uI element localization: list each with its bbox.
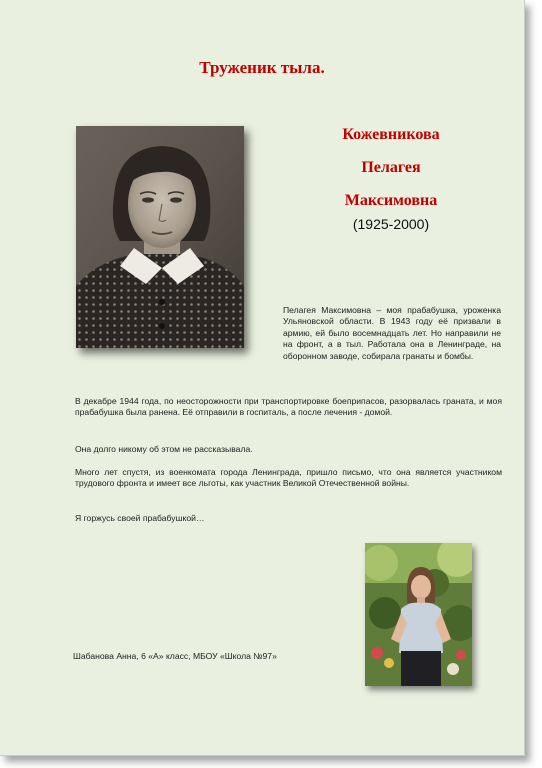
paragraph-2: В декабре 1944 года, по неосторожности при транспортировке боеприпасов, разорвалась граната, и моя прабабушка была ранена. Её отправили в госпиталь, а после лечения - домой. [75,396,502,418]
author-photo [365,543,472,686]
paragraph-3: Она долго никому об этом не рассказывала. [75,444,253,454]
person-surname: Кожевникова [342,126,440,143]
page-title: Труженик тыла. [199,58,325,77]
paragraph-4: Много лет спустя, из военкомата города Ленинграда, пришло письмо, что она является участником трудового фронта и имеет все льготы, как участник Великой Отечественной войны. [75,467,502,489]
portrait-photo [76,126,244,348]
paragraph-5: Я горжусь своей прабабушкой… [75,513,205,523]
author-signature: Шабанова Анна, 6 «А» класс, МБОУ «Школа №97» [73,651,277,661]
life-years: (1925-2000) [352,216,430,232]
person-patronymic: Максимовна [344,192,438,209]
person-name [286,124,496,223]
person-first-name: Пелагея [361,159,421,176]
paragraph-1: Пелагея Максимовна – моя прабабушка, уроженка Ульяновской области. В 1943 году её призвали в армию, ей было восемнадцать лет. Но направили не на фронт, а в тыл. Работала она в Ленинграде, на оборонном заводе, собирала гранаты и бомбы. [283,305,501,361]
